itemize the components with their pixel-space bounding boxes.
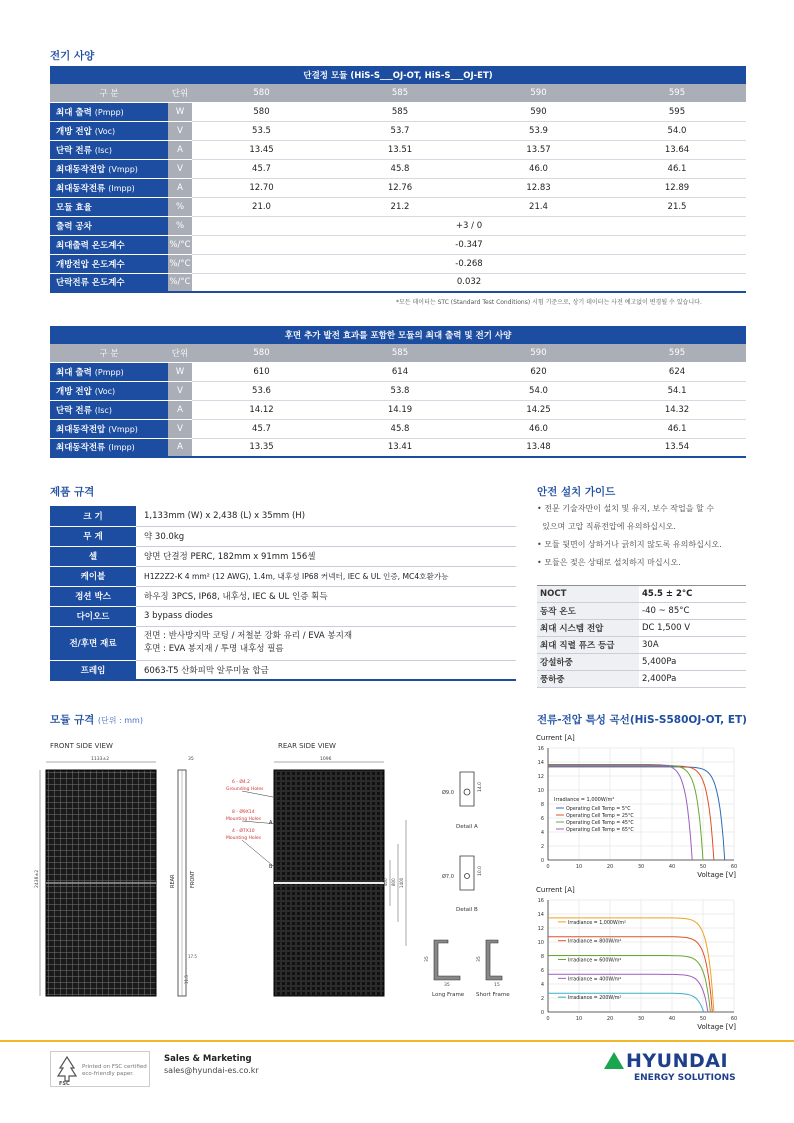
cell: 13.57 [469, 140, 608, 159]
dims-section-title: 모듈 규격 (단위 : mm) [50, 714, 143, 726]
cell: 30A [639, 637, 746, 654]
cell: 45.5 ± 2°C [639, 586, 746, 603]
cell: 12.70 [192, 178, 331, 197]
electrical-spec-table [50, 66, 746, 293]
logo-triangle-icon [604, 1052, 624, 1069]
rear-dim: 1400 [399, 877, 404, 888]
svg-text:FSC: FSC [59, 1081, 70, 1087]
cell: 595 [608, 102, 746, 121]
cell: 13.48 [469, 438, 608, 457]
row-label: 단락 전류 (Isc) [50, 140, 168, 159]
cell: 14.32 [608, 400, 746, 419]
col-header-model: 595 [608, 84, 746, 102]
mounting-holes-label: Mounting Holes [226, 817, 261, 822]
cell: 624 [608, 362, 746, 381]
cell: 21.5 [608, 197, 746, 216]
bifacial-table-title: 후면 추가 발전 효과를 포함한 모듈의 최대 출력 및 전기 사양 [50, 326, 746, 344]
x-axis-label: Voltage [V] [697, 871, 736, 879]
iv-chart-irradiance [522, 880, 762, 1032]
row-label: NOCT [537, 586, 639, 603]
table-row [50, 273, 746, 292]
cell: 12.83 [469, 178, 608, 197]
cell: 13.51 [331, 140, 469, 159]
front-view-label: FRONT SIDE VIEW [50, 742, 113, 750]
safety-guide-list [537, 500, 757, 572]
cell: 전면 : 반사방지막 코팅 / 저철분 강화 유리 / EVA 봉지재 후면 : EVA 봉지재 / 투명 내후성 필름 [136, 626, 516, 660]
y-tick-label: 14 [537, 760, 544, 766]
cell: 12.89 [608, 178, 746, 197]
col-header-unit: 단위 [168, 84, 192, 102]
y-tick-label: 2 [540, 996, 544, 1002]
frame-width-dim: 15 [494, 983, 500, 988]
row-unit: % [168, 197, 192, 216]
cell: 53.9 [469, 121, 608, 140]
grounding-holes-label: Grounding Holes [226, 787, 264, 792]
rear-side-label: REAR [170, 874, 176, 888]
front-side-label: FRONT [190, 870, 196, 888]
cell: 13.45 [192, 140, 331, 159]
col-header-model: 590 [469, 344, 608, 362]
x-tick-label: 60 [730, 864, 738, 870]
y-tick-label: 8 [540, 954, 544, 960]
row-label: 프레임 [50, 660, 136, 680]
rear-width-dim: 1096 [320, 757, 332, 762]
row-unit: W [168, 102, 192, 121]
table-row [50, 400, 746, 419]
rear-dim: 800 [391, 878, 396, 886]
legend-label: Irradiance = 400W/m² [568, 977, 622, 983]
y-tick-label: 16 [537, 898, 544, 904]
detail-b-dim: Ø7.0 [442, 874, 454, 880]
front-height-dim: 2438±2 [35, 869, 40, 888]
row-label: 무 게 [50, 526, 136, 546]
front-width-dim: 1133±2 [91, 757, 110, 762]
row-label: 개방 전압 (Voc) [50, 381, 168, 400]
table-row [50, 216, 746, 235]
depth-dim: 35 [188, 757, 194, 762]
mounting-holes-label-2: Mounting Holes [226, 836, 261, 841]
row-label: 케이블 [50, 566, 136, 586]
long-frame-label: Long Frame [432, 992, 465, 998]
row-unit: A [168, 438, 192, 457]
cell: 21.2 [331, 197, 469, 216]
x-tick-label: 40 [668, 864, 676, 870]
series-line [548, 765, 692, 861]
cell: 5,400Pa [639, 654, 746, 671]
row-label: 최대동작전류 (Impp) [50, 438, 168, 457]
side-dim-bottom: 11.5 [184, 975, 189, 984]
row-label: 최대동작전류 (Impp) [50, 178, 168, 197]
x-tick-label: 50 [699, 864, 707, 870]
y-axis-label: Current [A] [536, 886, 575, 894]
cell: 46.1 [608, 159, 746, 178]
cell: 45.8 [331, 159, 469, 178]
cell: 610 [192, 362, 331, 381]
cell: 하우징 3PCS, IP68, 내후성, IEC & UL 인증 획득 [136, 586, 516, 606]
frame-width-dim: 35 [444, 983, 450, 988]
row-unit: A [168, 400, 192, 419]
legend-label: Operating Cell Temp = 45°C [566, 821, 634, 826]
cell: 14.25 [469, 400, 608, 419]
electrical-section-title: 전기 사양 [50, 50, 95, 62]
legend-label: Operating Cell Temp = 25°C [566, 814, 634, 819]
row-label: 출력 공차 [50, 216, 168, 235]
legend-label: Irradiance = 600W/m² [568, 958, 622, 964]
safety-section-title: 안전 설치 가이드 [537, 486, 616, 498]
sales-title: Sales & Marketing [164, 1054, 252, 1064]
table-row [50, 566, 516, 586]
short-frame-profile [486, 940, 502, 980]
col-header-label: 구 분 [50, 344, 168, 362]
iv-chart-temperature [522, 728, 762, 880]
table-row [50, 254, 746, 273]
col-header-model: 595 [608, 344, 746, 362]
col-header-model: 580 [192, 84, 331, 102]
cell: 0.032 [192, 273, 746, 292]
row-unit: A [168, 178, 192, 197]
x-tick-label: 20 [606, 864, 614, 870]
cell: 12.76 [331, 178, 469, 197]
y-tick-label: 16 [537, 746, 544, 752]
row-label: 전/후면 재료 [50, 626, 136, 660]
side-dim-top: 17.5 [188, 954, 197, 959]
y-axis-label: Current [A] [536, 734, 575, 742]
fsc-text: Printed on FSC certified eco-friendly paper. [82, 1064, 147, 1077]
stc-note: *모든 데이터는 STC (Standard Test Conditions) 시험 기준으로, 상기 데이터는 사전 예고없이 변경될 수 있습니다. [396, 299, 702, 306]
cell: 13.35 [192, 438, 331, 457]
y-tick-label: 12 [537, 926, 544, 932]
row-label: 최대출력 온도계수 [50, 235, 168, 254]
table-row [50, 419, 746, 438]
cell: 53.6 [192, 381, 331, 400]
detail-b-dim-2: 10.0 [478, 865, 483, 876]
cell: 620 [469, 362, 608, 381]
cell: 6063-T5 산화피막 알루미늄 합금 [136, 660, 516, 680]
table-row [50, 586, 516, 606]
y-tick-label: 10 [537, 788, 544, 794]
legend-label: Irradiance = 200W/m² [568, 996, 622, 1002]
x-tick-label: 0 [546, 864, 550, 870]
table-row [537, 671, 746, 688]
cell: 14.19 [331, 400, 469, 419]
cell: 53.5 [192, 121, 331, 140]
legend-label: Operating Cell Temp = 5°C [566, 807, 631, 812]
detail-b-drawing [460, 856, 474, 890]
x-tick-label: 0 [546, 1016, 550, 1022]
row-label: 모듈 효율 [50, 197, 168, 216]
y-tick-label: 4 [540, 830, 544, 836]
cell: H1Z2Z2-K 4 mm² (12 AWG), 1.4m, 내후성 IP68 커넥터, IEC & UL 인증, MC4호환가능 [136, 566, 516, 586]
logo-subbrand: ENERGY SOLUTIONS [634, 1073, 736, 1083]
y-tick-label: 0 [540, 858, 544, 864]
table-row [50, 197, 746, 216]
col-header-label: 구 분 [50, 84, 168, 102]
col-header-model: 585 [331, 344, 469, 362]
list-item: • 모듈은 젖은 상태로 설치하지 마십시오. [537, 558, 681, 567]
bifacial-spec-table [50, 326, 746, 458]
table-row [50, 506, 516, 526]
row-unit: A [168, 140, 192, 159]
table-row [50, 626, 516, 660]
y-tick-label: 2 [540, 844, 544, 850]
row-unit: %/°C [168, 235, 192, 254]
row-unit: %/°C [168, 254, 192, 273]
footer-divider [0, 1040, 794, 1042]
table-row [537, 654, 746, 671]
row-unit: % [168, 216, 192, 235]
x-axis-label: Voltage [V] [697, 1023, 736, 1031]
cell: 614 [331, 362, 469, 381]
row-unit: V [168, 159, 192, 178]
chart-annotation: Irradiance = 1,000W/m² [554, 797, 615, 803]
cell: 585 [331, 102, 469, 121]
row-unit: V [168, 381, 192, 400]
cell: 580 [192, 102, 331, 121]
electrical-table-title: 단결정 모듈 (HiS-S___OJ-OT, HiS-S___OJ-ET) [50, 66, 746, 84]
installation-spec-table [537, 585, 746, 688]
y-tick-label: 8 [540, 802, 544, 808]
detail-a-dim: Ø9.0 [442, 790, 454, 796]
row-unit: %/°C [168, 273, 192, 292]
y-tick-label: 12 [537, 774, 544, 780]
y-tick-label: 14 [537, 912, 544, 918]
cell: DC 1,500 V [639, 620, 746, 637]
table-row [50, 606, 516, 626]
x-tick-label: 50 [699, 1016, 707, 1022]
row-label: 셀 [50, 546, 136, 566]
x-tick-label: 10 [575, 864, 583, 870]
cell: 13.54 [608, 438, 746, 457]
legend-label: Irradiance = 1,000W/m² [568, 920, 626, 926]
table-row [537, 620, 746, 637]
x-tick-label: 60 [730, 1016, 738, 1022]
list-item: • 모듈 뒷면이 상하거나 긁히지 않도록 유의하십시오. [537, 540, 722, 549]
row-label: 풍하중 [537, 671, 639, 688]
table-row [50, 140, 746, 159]
cell: 46.1 [608, 419, 746, 438]
cell: 21.4 [469, 197, 608, 216]
rear-view-label: REAR SIDE VIEW [278, 742, 336, 750]
cell: +3 / 0 [192, 216, 746, 235]
x-tick-label: 20 [606, 1016, 614, 1022]
table-row [50, 438, 746, 457]
y-tick-label: 6 [540, 816, 544, 822]
row-label: 동작 온도 [537, 603, 639, 620]
table-row [50, 235, 746, 254]
cell: 54.1 [608, 381, 746, 400]
row-unit: V [168, 121, 192, 140]
cell: 46.0 [469, 419, 608, 438]
module-drawing [36, 736, 520, 1006]
frame-height-dim: 35 [477, 956, 482, 962]
row-unit: W [168, 362, 192, 381]
row-label: 크 기 [50, 506, 136, 526]
cell: 46.0 [469, 159, 608, 178]
cell: 2,400Pa [639, 671, 746, 688]
row-label: 최대동작전압 (Vmpp) [50, 159, 168, 178]
cell: 13.41 [331, 438, 469, 457]
row-label: 최대 출력 (Pmpp) [50, 102, 168, 121]
cell: 1,133mm (W) x 2,438 (L) x 35mm (H) [136, 506, 516, 526]
edge-marker-b: B [269, 864, 273, 870]
detail-a-label: Detail A [456, 824, 478, 830]
table-row [50, 660, 516, 680]
table-row [50, 121, 746, 140]
table-row [50, 102, 746, 121]
x-tick-label: 40 [668, 1016, 676, 1022]
row-label: 최대 시스템 전압 [537, 620, 639, 637]
short-frame-label: Short Frame [476, 992, 510, 998]
table-row [50, 381, 746, 400]
row-label: 다이오드 [50, 606, 136, 626]
logo-brand: HYUNDAI [626, 1050, 729, 1072]
x-tick-label: 30 [637, 1016, 645, 1022]
mounting-holes-count-2: 4 - Ø7X10 [232, 829, 255, 834]
grounding-holes-count: 6 - Ø4.2 [232, 780, 251, 785]
mounting-holes-count: 8 - Ø9X14 [232, 810, 255, 815]
cell: -40 ~ 85°C [639, 603, 746, 620]
cell: -0.268 [192, 254, 746, 273]
x-tick-label: 30 [637, 864, 645, 870]
table-row [537, 586, 746, 603]
table-row [537, 603, 746, 620]
table-row [50, 362, 746, 381]
y-tick-label: 4 [540, 982, 544, 988]
product-spec-table [50, 506, 516, 681]
row-label: 강설하중 [537, 654, 639, 671]
col-header-model: 585 [331, 84, 469, 102]
iv-section-title: 전류-전압 특성 곡선(HiS-S580OJ-OT, ET) [537, 714, 747, 726]
edge-marker-a: A [269, 820, 273, 826]
rear-dim: 400 [383, 878, 388, 886]
sales-email[interactable]: sales@hyundai-es.co.kr [164, 1066, 259, 1075]
table-row [50, 178, 746, 197]
table-row [50, 546, 516, 566]
table-row [50, 159, 746, 178]
frame-height-dim: 35 [425, 956, 430, 962]
y-tick-label: 0 [540, 1010, 544, 1016]
cell: 53.8 [331, 381, 469, 400]
row-label: 단락전류 온도계수 [50, 273, 168, 292]
product-section-title: 제품 규격 [50, 486, 95, 498]
table-row [537, 637, 746, 654]
cell: 13.64 [608, 140, 746, 159]
y-tick-label: 6 [540, 968, 544, 974]
col-header-model: 590 [469, 84, 608, 102]
cell: 45.7 [192, 419, 331, 438]
row-label: 개방전압 온도계수 [50, 254, 168, 273]
cell: 약 30.0kg [136, 526, 516, 546]
row-label: 최대동작전압 (Vmpp) [50, 419, 168, 438]
cell: 45.7 [192, 159, 331, 178]
row-label: 정션 박스 [50, 586, 136, 606]
detail-b-label: Detail B [456, 907, 478, 913]
x-tick-label: 10 [575, 1016, 583, 1022]
long-frame-profile [434, 940, 460, 980]
legend-label: Irradiance = 800W/m² [568, 939, 622, 945]
table-row [50, 526, 516, 546]
cell: 14.12 [192, 400, 331, 419]
hyundai-logo [604, 1050, 749, 1090]
cell: -0.347 [192, 235, 746, 254]
cell: 45.8 [331, 419, 469, 438]
cell: 54.0 [469, 381, 608, 400]
row-label: 최대 출력 (Pmpp) [50, 362, 168, 381]
cell: 590 [469, 102, 608, 121]
fsc-tree-icon [54, 1054, 80, 1086]
cell: 21.0 [192, 197, 331, 216]
y-tick-label: 10 [537, 940, 544, 946]
cell: 3 bypass diodes [136, 606, 516, 626]
col-header-model: 580 [192, 344, 331, 362]
col-header-unit: 단위 [168, 344, 192, 362]
cell: 54.0 [608, 121, 746, 140]
row-label: 최대 직렬 퓨즈 등급 [537, 637, 639, 654]
cell: 53.7 [331, 121, 469, 140]
legend-label: Operating Cell Temp = 65°C [566, 828, 634, 833]
detail-a-dim-2: 14.0 [478, 781, 483, 792]
list-item: 있으며 고압 직류전압에 유의하십시오. [537, 522, 676, 531]
row-label: 단락 전류 (Isc) [50, 400, 168, 419]
row-unit: V [168, 419, 192, 438]
row-label: 개방 전압 (Voc) [50, 121, 168, 140]
list-item: • 전문 기술자만이 설치 및 유지, 보수 작업을 할 수 [537, 504, 714, 513]
cell: 양면 단결정 PERC, 182mm x 91mm 156셀 [136, 546, 516, 566]
